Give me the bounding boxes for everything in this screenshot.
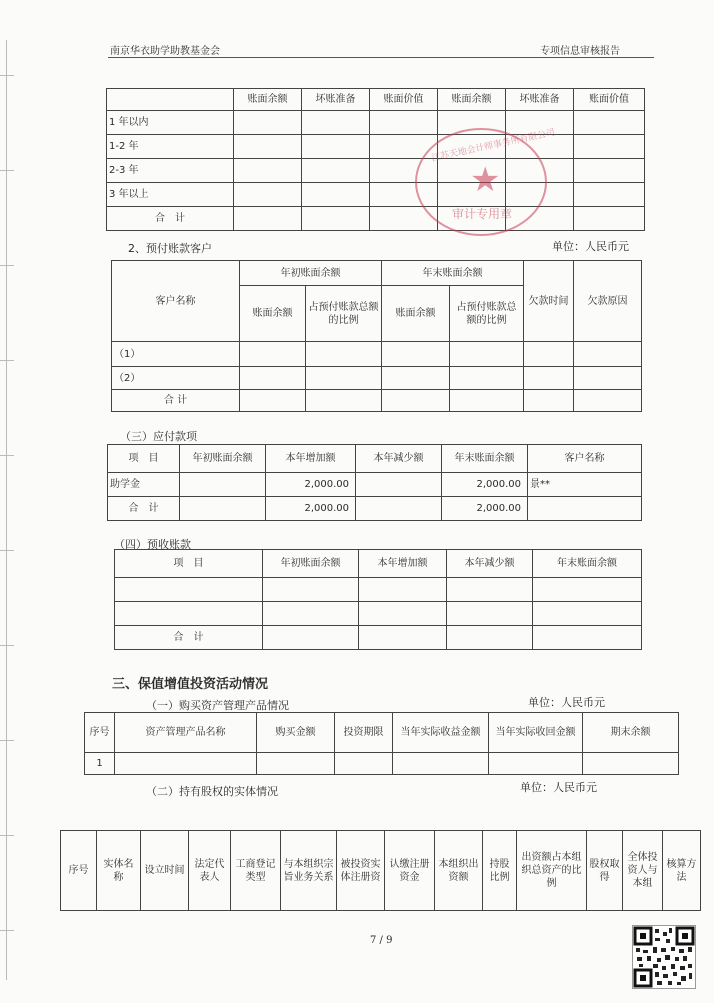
- advance-head-end: 年末账面余额: [533, 550, 642, 578]
- payable-row-item: 助学金: [108, 473, 180, 497]
- header-rule: [108, 57, 654, 58]
- payable-row-decrease: [356, 473, 442, 497]
- asset-mgmt-table: [84, 712, 679, 775]
- prepay-head-ratio-end: 占预付账款总额的比例: [450, 286, 524, 342]
- equity-table: [60, 830, 701, 911]
- qr-code-icon: [632, 925, 696, 989]
- equity-head-subscribed: 认缴注册资金: [385, 831, 435, 911]
- aging-table: [106, 88, 645, 231]
- asset-mgmt-caption: （一）购买资产管理产品情况: [146, 699, 289, 712]
- binding-mark: [0, 930, 14, 931]
- page-number: 7 / 9: [370, 935, 393, 946]
- asset-row-no: 1: [85, 753, 115, 775]
- equity-head-accounting: 核算方法: [663, 831, 701, 911]
- payable-total-begin: [180, 497, 266, 521]
- equity-head-investors: 全体投资人与本组: [623, 831, 663, 911]
- advance-total-label: 合 计: [115, 626, 263, 650]
- aging-head-book: 账面余额: [438, 89, 506, 111]
- header-report-title: 专项信息审核报告: [540, 46, 620, 57]
- equity-head-legal-rep: 法定代表人: [189, 831, 231, 911]
- prepay-head-begin: 年初账面余额: [240, 261, 382, 286]
- equity-unit: 单位：人民币元: [520, 781, 597, 794]
- aging-total-label: 合 计: [107, 207, 234, 231]
- stamp-center-text: 审计专用章: [452, 207, 513, 221]
- equity-head-relation: 与本组织宗旨业务关系: [281, 831, 337, 911]
- stamp-arc-text: 江苏天地会计师事务所有限公司: [430, 127, 556, 164]
- binding-edge-line: [6, 40, 7, 980]
- binding-mark: [0, 265, 14, 266]
- aging-row-label: 1-2 年: [107, 135, 234, 159]
- equity-head-acquisition: 股权取得: [587, 831, 623, 911]
- asset-head-amount: 购买金额: [257, 713, 335, 753]
- payable-head-customer: 客户名称: [528, 445, 642, 473]
- payable-table: [107, 444, 642, 521]
- payable-total-label: 合 计: [108, 497, 180, 521]
- binding-mark: [0, 360, 14, 361]
- prepay-head-book-end: 账面余额: [382, 286, 450, 342]
- equity-head-contribution: 本组织出资额: [435, 831, 483, 911]
- prepay-head-owe-reason: 欠款原因: [574, 261, 642, 342]
- asset-head-name: 资产管理产品名称: [115, 713, 257, 753]
- payable-total-increase: 2,000.00: [266, 497, 356, 521]
- equity-head-entity: 实体名称: [97, 831, 141, 911]
- advance-head-increase: 本年增加额: [359, 550, 447, 578]
- equity-head-share-ratio: 持股比例: [483, 831, 517, 911]
- payable-total-customer: [528, 497, 642, 521]
- binding-mark: [0, 550, 14, 551]
- payable-row-increase: 2,000.00: [266, 473, 356, 497]
- prepay-head-end: 年末账面余额: [382, 261, 524, 286]
- aging-head-value: 账面价值: [370, 89, 438, 111]
- section-3-title: 三、保值增值投资活动情况: [112, 677, 269, 692]
- prepay-unit: 单位：人民币元: [552, 240, 629, 253]
- payable-head-end: 年末账面余额: [442, 445, 528, 473]
- equity-head-reg-type: 工商登记类型: [231, 831, 281, 911]
- prepay-head-ratio-begin: 占预付账款总额的比例: [306, 286, 382, 342]
- asset-head-income: 当年实际收益金额: [393, 713, 489, 753]
- prepay-head-customer: 客户名称: [112, 261, 240, 342]
- aging-head-blank: [107, 89, 234, 111]
- prepay-head-owe-time: 欠款时间: [524, 261, 574, 342]
- equity-caption: （二）持有股权的实体情况: [146, 785, 278, 798]
- equity-head-registered-capital: 被投资实体注册资: [337, 831, 385, 911]
- equity-head-no: 序号: [61, 831, 97, 911]
- advance-table: [114, 549, 642, 650]
- advance-head-decrease: 本年减少额: [447, 550, 533, 578]
- equity-head-established: 设立时间: [141, 831, 189, 911]
- header-org-name: 南京华衣助学助教基金会: [110, 46, 220, 57]
- aging-head-allowance: 坏账准备: [302, 89, 370, 111]
- binding-mark: [0, 740, 14, 741]
- payable-head-increase: 本年增加额: [266, 445, 356, 473]
- binding-mark: [0, 835, 14, 836]
- payable-head-item: 项 目: [108, 445, 180, 473]
- binding-mark: [0, 645, 14, 646]
- payable-row-customer: 景**: [528, 473, 642, 497]
- payable-head-begin: 年初账面余额: [180, 445, 266, 473]
- aging-row-label: 1 年以内: [107, 111, 234, 135]
- equity-head-asset-ratio: 出资额占本组织总资产的比例: [517, 831, 587, 911]
- binding-mark: [0, 75, 14, 76]
- aging-row-label: 2-3 年: [107, 159, 234, 183]
- prepay-total-label: 合 计: [112, 390, 240, 412]
- aging-head-book: 账面余额: [234, 89, 302, 111]
- prepay-row-label: （2）: [112, 367, 240, 390]
- stamp-star-icon: ★: [470, 160, 501, 200]
- prepay-caption: 2、预付账款客户: [128, 242, 212, 255]
- asset-mgmt-unit: 单位：人民币元: [528, 696, 605, 709]
- payable-total-end: 2,000.00: [442, 497, 528, 521]
- advance-head-item: 项 目: [115, 550, 263, 578]
- aging-head-allowance: 坏账准备: [506, 89, 574, 111]
- payable-total-decrease: [356, 497, 442, 521]
- advance-head-begin: 年初账面余额: [263, 550, 359, 578]
- binding-mark: [0, 170, 14, 171]
- advance-caption: （四）预收账款: [114, 538, 191, 551]
- payable-head-decrease: 本年减少额: [356, 445, 442, 473]
- aging-head-value: 账面价值: [574, 89, 645, 111]
- asset-head-no: 序号: [85, 713, 115, 753]
- asset-head-balance: 期末余额: [583, 713, 679, 753]
- asset-head-recovered: 当年实际收回金额: [489, 713, 583, 753]
- prepay-table: [111, 260, 642, 412]
- prepay-row-label: （1）: [112, 342, 240, 367]
- aging-row-label: 3 年以上: [107, 183, 234, 207]
- payable-caption: （三）应付款项: [120, 430, 197, 443]
- binding-mark: [0, 455, 14, 456]
- prepay-head-book-begin: 账面余额: [240, 286, 306, 342]
- payable-row-begin: [180, 473, 266, 497]
- asset-head-term: 投资期限: [335, 713, 393, 753]
- payable-row-end: 2,000.00: [442, 473, 528, 497]
